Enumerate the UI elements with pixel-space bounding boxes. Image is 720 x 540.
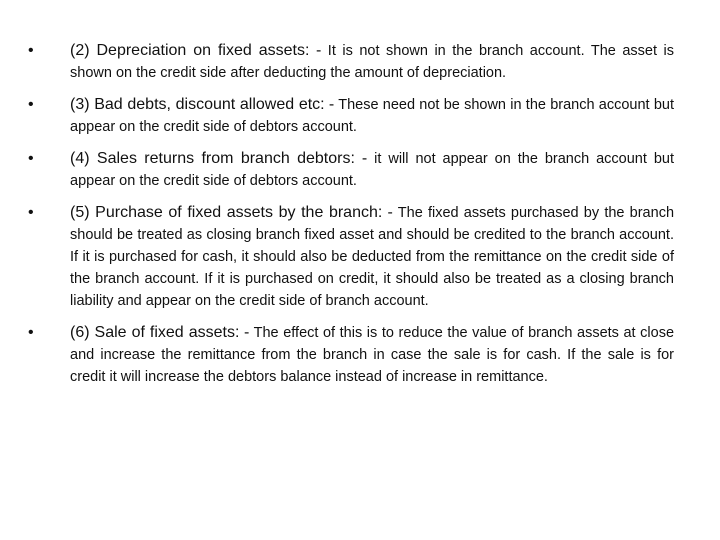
item-separator: - [361, 150, 368, 167]
item-heading: (2) Depreciation on fixed assets: [70, 42, 310, 59]
item-body: These need not be shown in the branch account but appear on the credit side of debtors account. [70, 97, 675, 135]
item-body: The effect of this is to reduce the value of branch assets at close and increase the remittance from the branch in case the sale is for cash. If the sale is for credit it will increase the debtors balance instead of increase in remittance. [70, 325, 675, 385]
bullet-list [28, 40, 674, 398]
bullet-item-purchase-fixed-assets [28, 202, 674, 312]
bullet-text [70, 94, 674, 138]
bullet-text [70, 40, 674, 84]
bullet-icon: • [28, 42, 34, 59]
item-separator: - [328, 96, 335, 113]
bullet-text [70, 148, 674, 192]
bullet-item-depreciation [28, 40, 674, 84]
item-separator: - [387, 204, 393, 221]
item-body: The fixed assets purchased by the branch should be treated as closing branch fixed asset and should be credited to the branch account. If it is purchased for cash, it should also be deducted from the remittance on the credit side of the branch account. If it is purchased on credit, it should also be treated as a closing branch liability and appear on the credit side of branch account. [70, 205, 675, 309]
item-heading: (4) Sales returns from branch debtors: [70, 150, 355, 167]
bullet-item-sale-fixed-assets [28, 322, 674, 388]
bullet-text [70, 202, 674, 312]
item-heading: (6) Sale of fixed assets: [70, 324, 240, 341]
bullet-item-sales-returns [28, 148, 674, 192]
item-separator: - [243, 324, 250, 341]
bullet-icon: • [28, 96, 34, 113]
bullet-icon: • [28, 204, 34, 221]
bullet-item-bad-debts [28, 94, 674, 138]
bullet-icon: • [28, 150, 34, 167]
item-separator: - [315, 42, 322, 59]
item-body: it will not appear on the branch account but appear on the credit side of debtors account. [70, 151, 675, 189]
item-body: It is not shown in the branch account. The asset is shown on the credit side after deducting the amount of depreciation. [70, 43, 675, 81]
item-heading: (5) Purchase of fixed assets by the branch: [70, 204, 383, 221]
bullet-icon: • [28, 324, 34, 341]
bullet-text [70, 322, 674, 388]
item-heading: (3) Bad debts, discount allowed etc: [70, 96, 325, 113]
